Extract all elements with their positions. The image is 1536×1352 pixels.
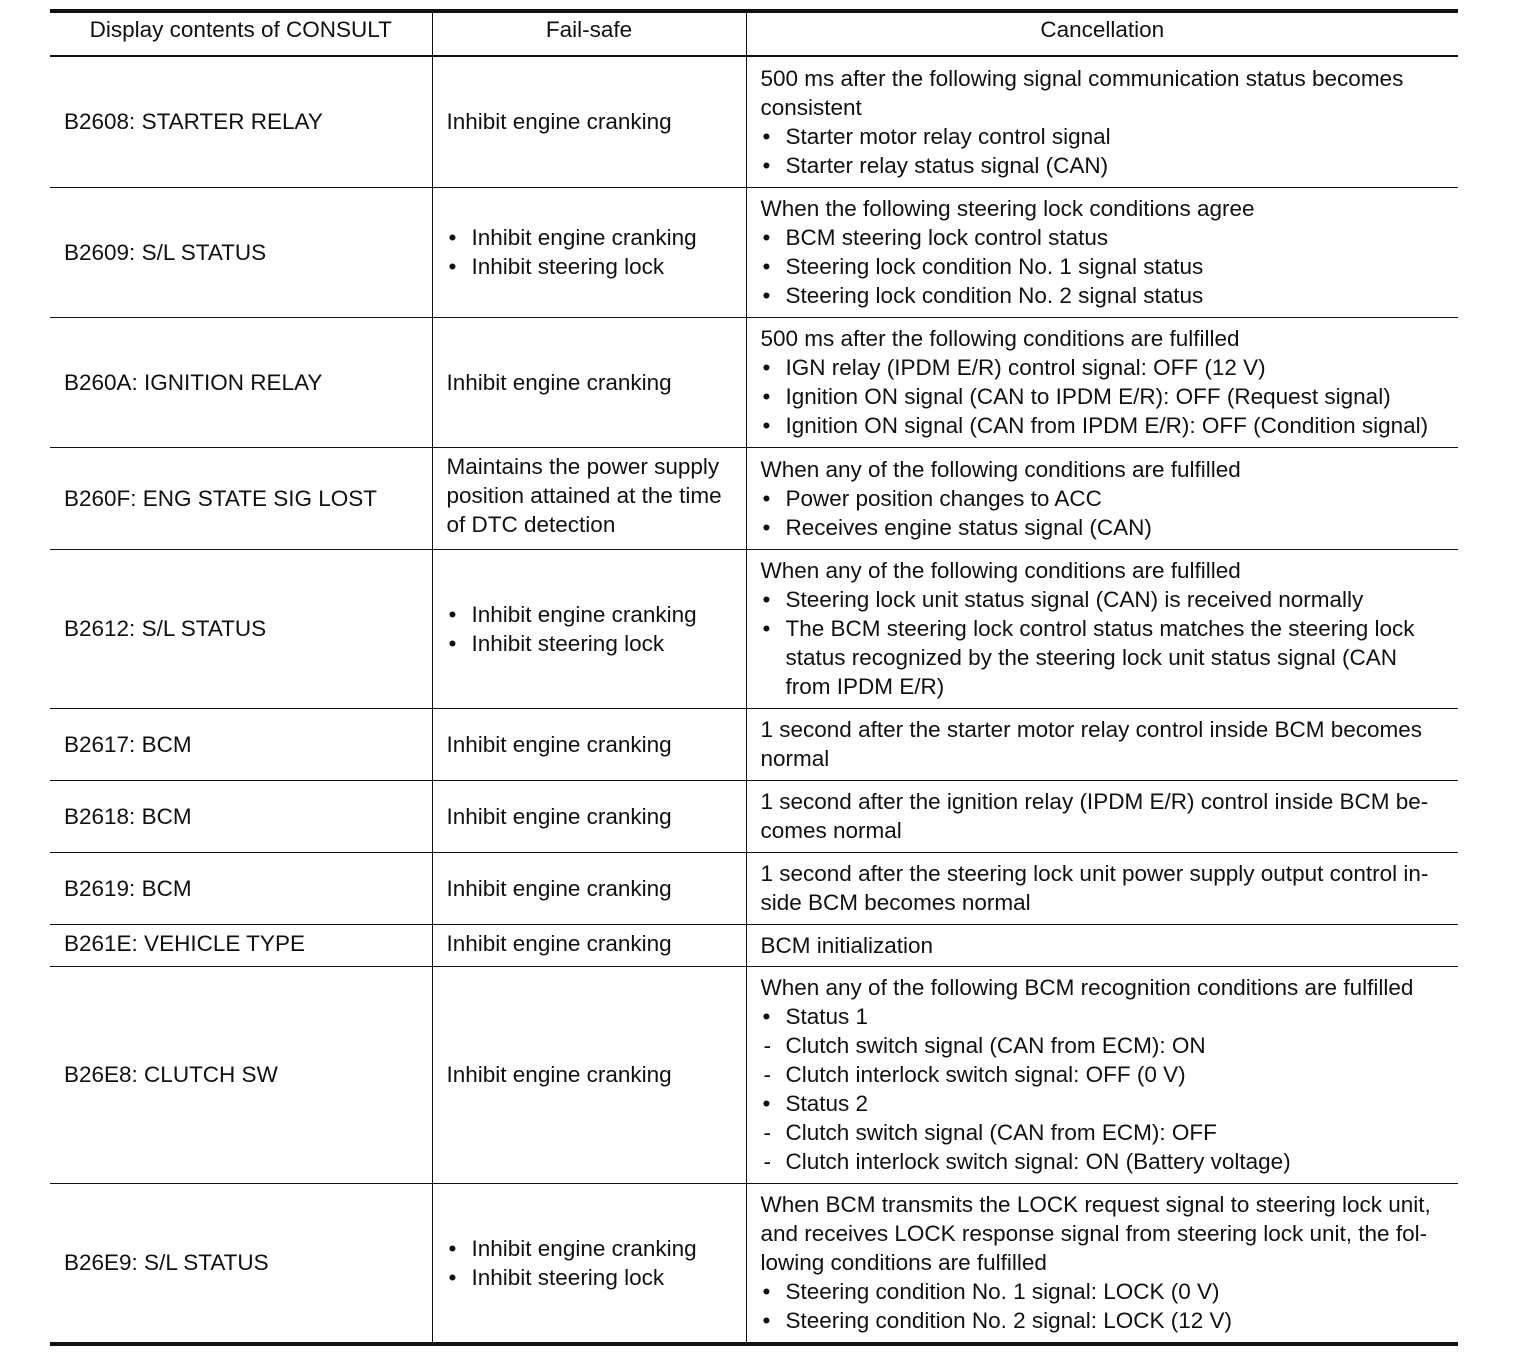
list-item: • IGN relay (IPDM E/R) control signal: OFF (12 V) [761, 353, 1445, 382]
list-item: • Ignition ON signal (CAN to IPDM E/R): OFF (Request signal) [761, 382, 1445, 411]
table-row [50, 780, 1458, 852]
dtc-code-cell: B261E: VEHICLE TYPE [50, 924, 432, 966]
dtc-code-cell: B2609: S/L STATUS [50, 187, 432, 317]
dtc-code-cell: B26E8: CLUTCH SW [50, 966, 432, 1183]
failsafe-cell: Inhibit engine cranking [432, 317, 746, 447]
dtc-table-container [50, 9, 1458, 1346]
cancellation-text: When the following steering lock conditions agree [760, 196, 1255, 221]
list-item: • Steering lock unit status signal (CAN) is received normally [761, 585, 1445, 614]
cancellation-cell [746, 966, 1458, 1183]
cancellation-list [761, 1277, 1445, 1335]
failsafe-cell: Inhibit engine cranking [432, 780, 746, 852]
cancellation-list [761, 484, 1445, 542]
list-item: • Power position changes to ACC [761, 484, 1445, 513]
failsafe-cell [432, 187, 746, 317]
list-item: • Status 2 [761, 1089, 1445, 1118]
cancellation-list [761, 585, 1445, 701]
cancellation-text: 500 ms after the following conditions are fulfilled [760, 326, 1240, 351]
dtc-code-cell: B260A: IGNITION RELAY [50, 317, 432, 447]
failsafe-list [447, 223, 732, 281]
cancellation-cell [746, 317, 1458, 447]
dtc-code-cell: B2619: BCM [50, 852, 432, 924]
failsafe-cell: Inhibit engine cranking [432, 56, 746, 187]
cancellation-cell [746, 924, 1458, 966]
cancellation-cell [746, 549, 1458, 708]
list-item: • Steering lock condition No. 1 signal status [761, 252, 1445, 281]
cancellation-cell [746, 852, 1458, 924]
table-row [50, 187, 1458, 317]
list-item: • Inhibit steering lock [447, 252, 732, 281]
header-fail-safe: Fail-safe [432, 11, 746, 56]
cancellation-list [761, 1002, 1445, 1176]
cancellation-cell [746, 56, 1458, 187]
cancellation-cell [746, 708, 1458, 780]
list-item: • Inhibit engine cranking [447, 600, 732, 629]
dtc-code-cell: B2608: STARTER RELAY [50, 56, 432, 187]
failsafe-list [447, 600, 732, 658]
cancellation-text: 500 ms after the following signal communication status becomes consistent [760, 65, 1404, 120]
failsafe-cell: Inhibit engine cranking [432, 966, 746, 1183]
cancellation-text: When any of the following conditions are fulfilled [760, 456, 1241, 482]
list-item: - Clutch switch signal (CAN from ECM): OFF [761, 1118, 1445, 1147]
failsafe-cell: Inhibit engine cranking [432, 852, 746, 924]
list-item: • Inhibit engine cranking [447, 223, 732, 252]
list-item: • Steering lock condition No. 2 signal status [761, 281, 1445, 310]
dtc-code-cell: B2618: BCM [50, 780, 432, 852]
list-item: • Starter motor relay control signal [761, 122, 1445, 151]
cancellation-cell [746, 447, 1458, 549]
cancellation-text: 1 second after the starter motor relay control inside BCM becomes normal [760, 717, 1423, 771]
table-row [50, 852, 1458, 924]
failsafe-cell: Inhibit engine cranking [432, 924, 746, 966]
table-row [50, 924, 1458, 966]
failsafe-cell [432, 1183, 746, 1344]
cancellation-list [761, 223, 1445, 310]
list-item: • BCM steering lock control status [761, 223, 1445, 252]
list-item: • Ignition ON signal (CAN from IPDM E/R): OFF (Condition signal) [761, 411, 1445, 440]
list-item: • Steering condition No. 2 signal: LOCK (12 V) [761, 1306, 1445, 1335]
dtc-code-cell: B2612: S/L STATUS [50, 549, 432, 708]
table-row [50, 447, 1458, 549]
header-row [50, 11, 1458, 56]
dtc-code-cell: B2617: BCM [50, 708, 432, 780]
dtc-code-cell: B26E9: S/L STATUS [50, 1183, 432, 1344]
table-row [50, 1183, 1458, 1344]
list-item: • Starter relay status signal (CAN) [761, 151, 1445, 180]
failsafe-cell [432, 549, 746, 708]
cancellation-cell [746, 187, 1458, 317]
table-row [50, 966, 1458, 1183]
list-item: • Inhibit engine cranking [447, 1234, 732, 1263]
cancellation-text: When any of the following BCM recognition conditions are fulfilled [760, 975, 1414, 1000]
list-item: • Inhibit steering lock [447, 1263, 732, 1292]
failsafe-cell: Inhibit engine cranking [432, 708, 746, 780]
list-item: • Status 1 [761, 1002, 1445, 1031]
list-item: • Receives engine status signal (CAN) [761, 513, 1445, 542]
table-row [50, 56, 1458, 187]
table-row [50, 317, 1458, 447]
list-item: - Clutch switch signal (CAN from ECM): ON [761, 1031, 1445, 1060]
failsafe-list [447, 1234, 732, 1292]
cancellation-text: When any of the following conditions are fulfilled [760, 558, 1241, 583]
failsafe-cell: Maintains the power supply position attained at the time of DTC detection [432, 447, 746, 549]
cancellation-text: 1 second after the steering lock unit power supply output control in- side BCM becomes normal [760, 861, 1429, 915]
table-row [50, 708, 1458, 780]
list-item: • The BCM steering lock control status matches the steering lock status recognized by the steering lock unit status signal (CAN from IPDM E/R) [761, 614, 1445, 701]
list-item: • Inhibit steering lock [447, 629, 732, 658]
cancellation-text: When BCM transmits the LOCK request signal to steering lock unit, and receives LOCK response signal from steering lock unit, the fol- lowing conditions are fulfilled [760, 1192, 1431, 1276]
cancellation-list [761, 122, 1445, 180]
header-display-contents: Display contents of CONSULT [50, 11, 432, 56]
list-item: - Clutch interlock switch signal: OFF (0 V) [761, 1060, 1445, 1089]
cancellation-cell [746, 1183, 1458, 1344]
table-row [50, 549, 1458, 708]
cancellation-text: BCM initialization [760, 932, 934, 958]
list-item: - Clutch interlock switch signal: ON (Battery voltage) [761, 1147, 1445, 1176]
header-cancellation: Cancellation [746, 11, 1458, 56]
dtc-failsafe-table [50, 9, 1458, 1346]
dtc-code-cell: B260F: ENG STATE SIG LOST [50, 447, 432, 549]
cancellation-text: 1 second after the ignition relay (IPDM E/R) control inside BCM be- comes normal [760, 789, 1429, 843]
cancellation-cell [746, 780, 1458, 852]
cancellation-list [761, 353, 1445, 440]
list-item: • Steering condition No. 1 signal: LOCK (0 V) [761, 1277, 1445, 1306]
